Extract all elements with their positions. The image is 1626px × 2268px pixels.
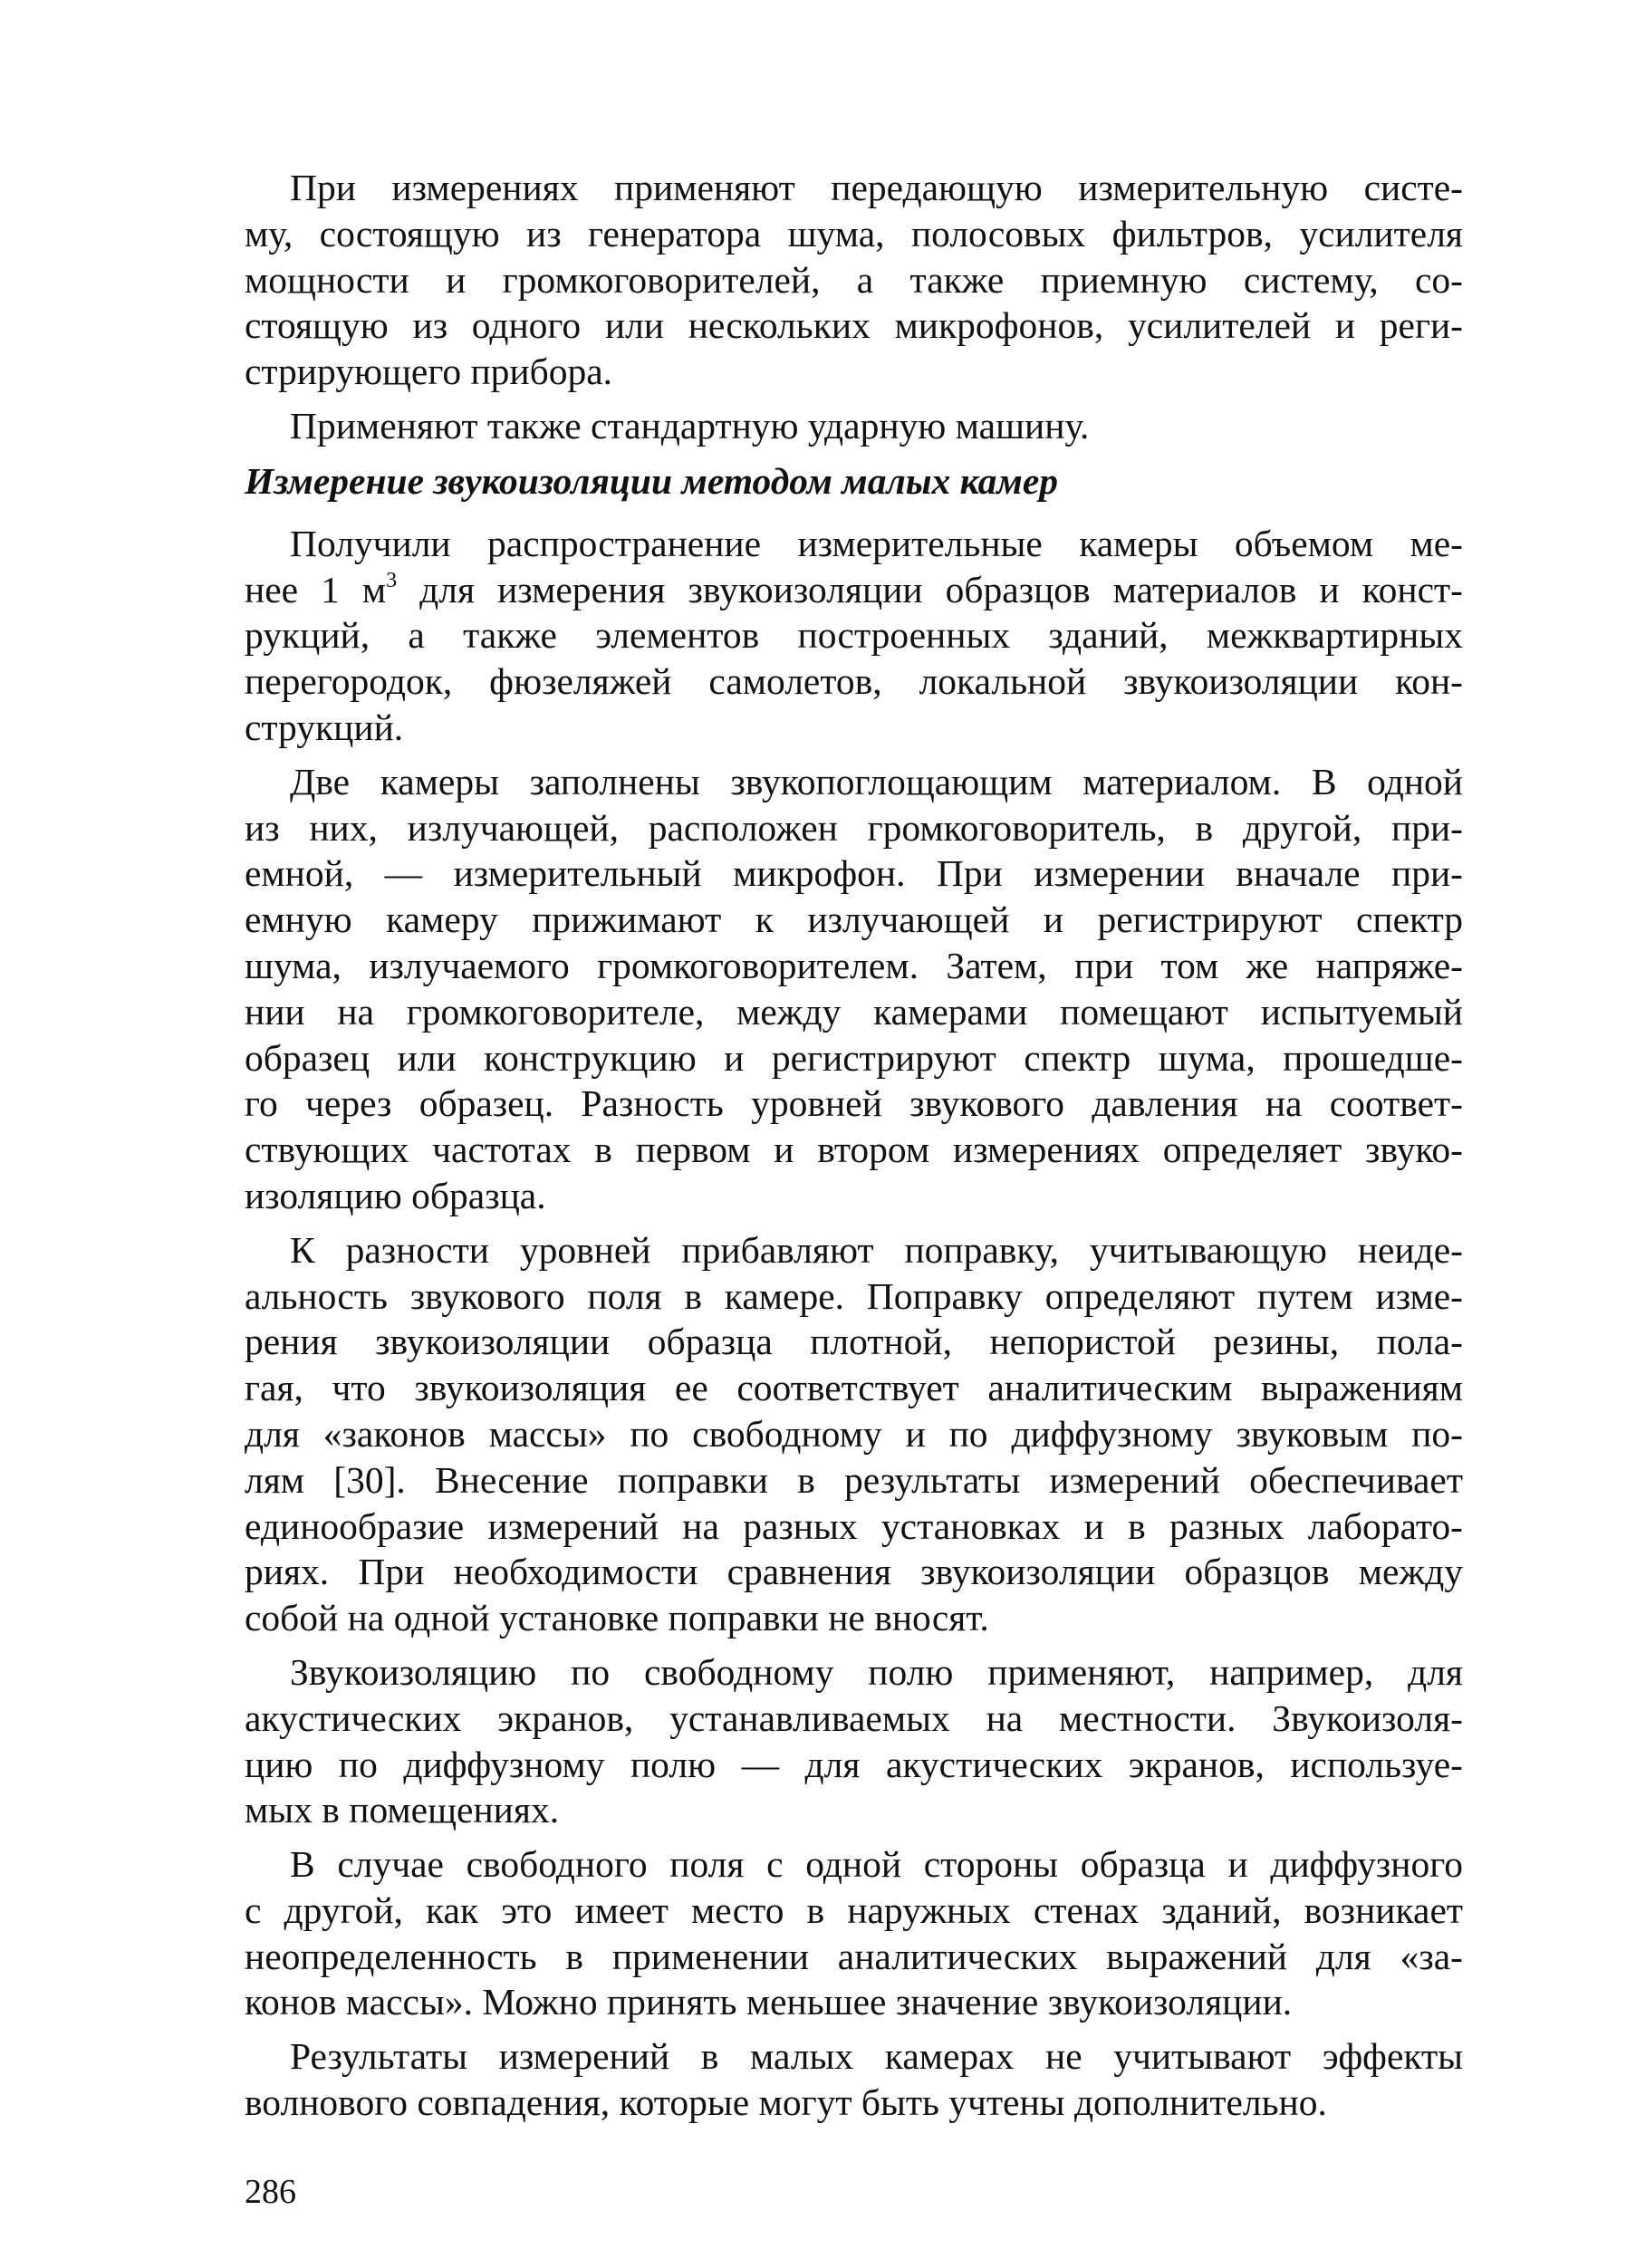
text-line: шума, излучаемого громкоговорителем. Затем, при том же напряже- (245, 944, 1463, 986)
text-line: волнового совпадения, которые могут быть учтены дополнительно. (245, 2081, 1327, 2124)
text-line: Результаты измерений в малых камерах не учитывают эффекты (290, 2035, 1463, 2078)
paragraph (245, 521, 1463, 751)
paragraph (245, 403, 1463, 449)
text-line: Получили распространение измерительные камеры объемом ме- (290, 522, 1463, 564)
text-line: Звукоизоляцию по свободному полю применяют, например, для (290, 1650, 1463, 1693)
text-line: образец или конструкцию и регистрируют спектр шума, прошедше- (245, 1036, 1463, 1079)
text-line: му, состоящую из генератора шума, полосовых фильтров, усилителя (245, 212, 1463, 255)
text-line: стрирующего прибора. (245, 351, 613, 393)
text-line: К разности уровней прибавляют поправку, учитывающую неиде- (290, 1228, 1463, 1271)
text-line: мых в помещениях. (245, 1789, 560, 1831)
text-line: изоляцию образца. (245, 1174, 546, 1216)
text-line: го через образец. Разность уровней звукового давления на соответ- (245, 1082, 1463, 1125)
paragraph (245, 1841, 1463, 2025)
text-line: рения звукоизоляции образца плотной, непористой резины, пола- (245, 1321, 1463, 1363)
text-line: перегородок, фюзеляжей самолетов, локальной звукоизоляции кон- (245, 660, 1463, 703)
page-body (245, 165, 1463, 2134)
text-line: Две камеры заполнены звукопоглощающим материалом. В одной (290, 760, 1463, 802)
text-fragment: для измерения звукоизоляции образцов материалов и конст- (397, 568, 1463, 610)
text-line: для «законов массы» по свободному и по диффузному звуковым по- (245, 1412, 1463, 1455)
section-heading: Измерение звукоизоляции методом малых камер (245, 459, 1059, 502)
paragraph (245, 2033, 1463, 2126)
text-line: струкций. (245, 706, 404, 748)
text-line: с другой, как это имеет место в наружных стенах зданий, возникает (245, 1888, 1463, 1931)
text-line: При измерениях применяют передающую измерительную систе- (290, 167, 1463, 208)
paragraph (245, 759, 1463, 1219)
text-line: гая, что звукоизоляция ее соответствует аналитическим выражениям (245, 1367, 1463, 1409)
text-line: емную камеру прижимают к излучающей и регистрируют спектр (245, 899, 1463, 941)
text-line: неопределенность в применении аналитических выражений для «за- (245, 1935, 1463, 1977)
text-line: лям [30]. Внесение поправки в результаты измерений обеспечивает (245, 1458, 1463, 1501)
text-line: Применяют также стандартную ударную машину. (290, 404, 1090, 447)
text-line: из них, излучающей, расположен громкоговоритель, в другой, при- (245, 806, 1463, 849)
text-line: ствующих частотах в первом и втором измерениях определяет звуко- (245, 1129, 1463, 1171)
text-line: стоящую из одного или нескольких микрофонов, усилителей и реги- (245, 304, 1463, 347)
text-line: акустических экранов, устанавливаемых на местности. Звукоизоля- (245, 1696, 1463, 1739)
text-line: емной, — измерительный микрофон. При измерении вначале при- (245, 852, 1463, 895)
text-line: мощности и громкоговорителей, а также приемную систему, со- (245, 258, 1463, 301)
superscript: 3 (386, 568, 398, 592)
text-line: собой на одной установке поправки не вносят. (245, 1597, 989, 1639)
paragraph (245, 165, 1463, 395)
paragraph (245, 1649, 1463, 1833)
text-line: риях. При необходимости сравнения звукоизоляции образцов между (245, 1551, 1463, 1593)
paragraph (245, 1227, 1463, 1641)
text-fragment: нее 1 м (245, 568, 387, 610)
text-line: рукций, а также элементов построенных зданий, межквартирных (245, 614, 1463, 657)
page-number: 286 (245, 2173, 296, 2211)
text-line: нии на громкоговорителе, между камерами помещают испытуемый (245, 990, 1463, 1033)
text-line: единообразие измерений на разных установках и в разных лаборато- (245, 1504, 1463, 1547)
text-line: конов массы». Можно принять меньшее значение звукоизоляции. (245, 1981, 1293, 2023)
text-line: альность звукового поля в камере. Поправку определяют путем изме- (245, 1274, 1463, 1317)
text-line: В случае свободного поля с одной стороны образца и диффузного (290, 1843, 1463, 1886)
text-line: цию по диффузному полю — для акустических экранов, используе- (245, 1743, 1463, 1785)
text-line (245, 567, 1463, 613)
